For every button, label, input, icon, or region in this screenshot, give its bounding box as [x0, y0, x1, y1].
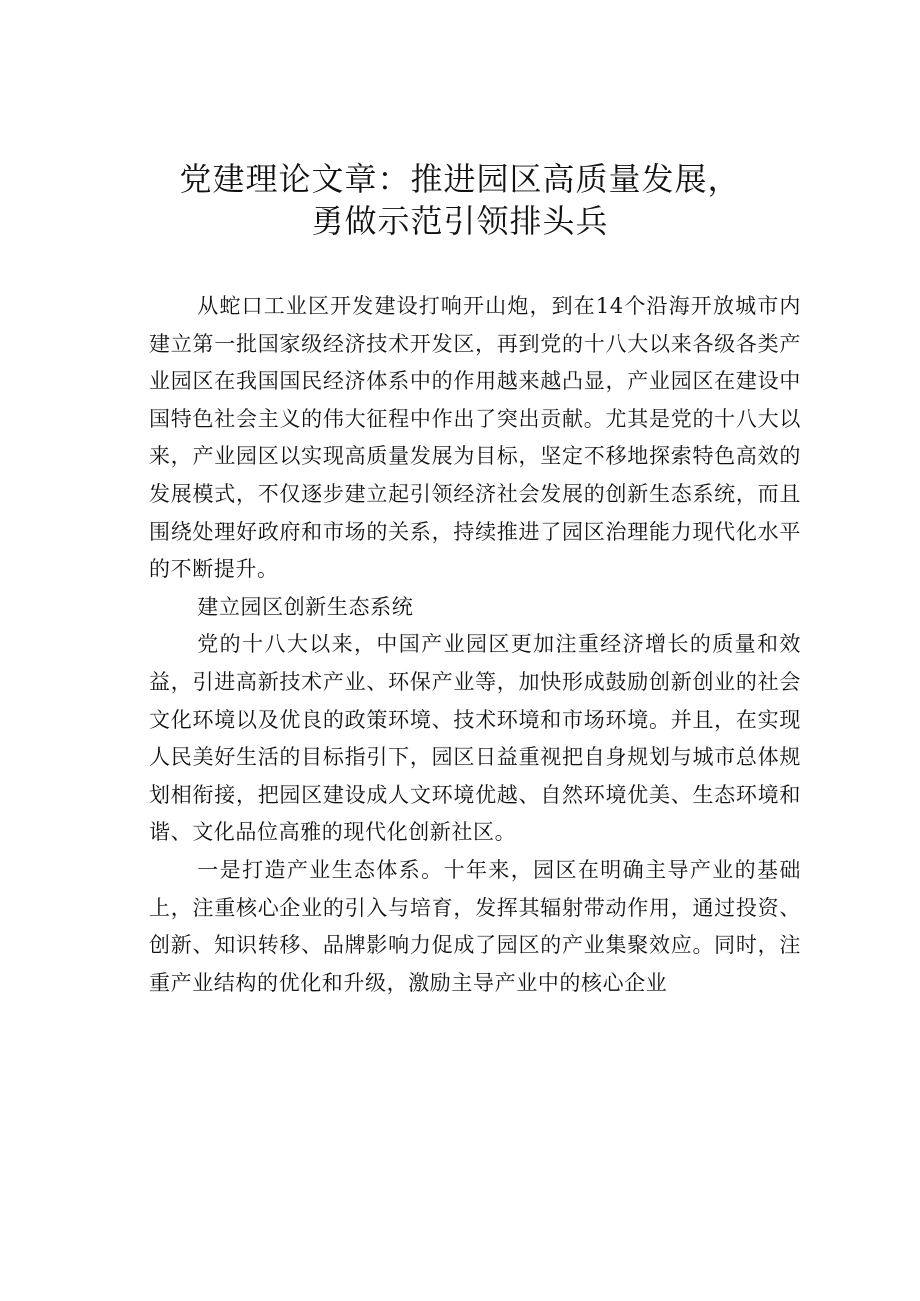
title-line-1: 党建理论文章：推进园区高质量发展， [179, 160, 741, 198]
paragraph-innovation: 党的十八大以来，中国产业园区更加注重经济增长的质量和效益，引进高新技术产业、环保产业等，加快形成鼓励创新创业的社会文化环境以及优良的政策环境、技术环境和市场环境。并且，在实现人民美好生活的目标指引下，园区日益重视把自身规划与城市总体规划相衔接，把园区建设成人文环境优越、自然环境优美、生态环境和谐、文化品位高雅的现代化创新社区。 [149, 632, 801, 845]
paragraph-intro: 从蛇口工业区开发建设打响开山炮，到在14个沿海开放城市内建立第一批国家级经济技术开发区，再到党的十八大以来各级各类产业园区在我国国民经济体系中的作用越来越凸显，产业园区在建设中国特色社会主义的伟大征程中作出了突出贡献。尤其是党的十八大以来，产业园区以实现高质量发展为目标，坚定不移地探索特色高效的发展模式，不仅逐步建立起引领经济社会发展的创新生态系统，而且围绕处理好政府和市场的关系，持续推进了园区治理能力现代化水平的不断提升。 [149, 294, 801, 582]
paragraph-industry-ecosystem: 一是打造产业生态体系。十年来，园区在明确主导产业的基础上，注重核心企业的引入与培育，发挥其辐射带动作用，通过投资、创新、知识转移、品牌影响力促成了园区的产业集聚效应。同时，注重产业结构的优化和升级，激励主导产业中的核心企业 [149, 857, 801, 995]
section-heading: 建立园区创新生态系统 [197, 594, 414, 619]
document-title [0, 158, 920, 242]
document-body [149, 288, 801, 1002]
title-line-2: 勇做示范引领排头兵 [311, 202, 609, 240]
